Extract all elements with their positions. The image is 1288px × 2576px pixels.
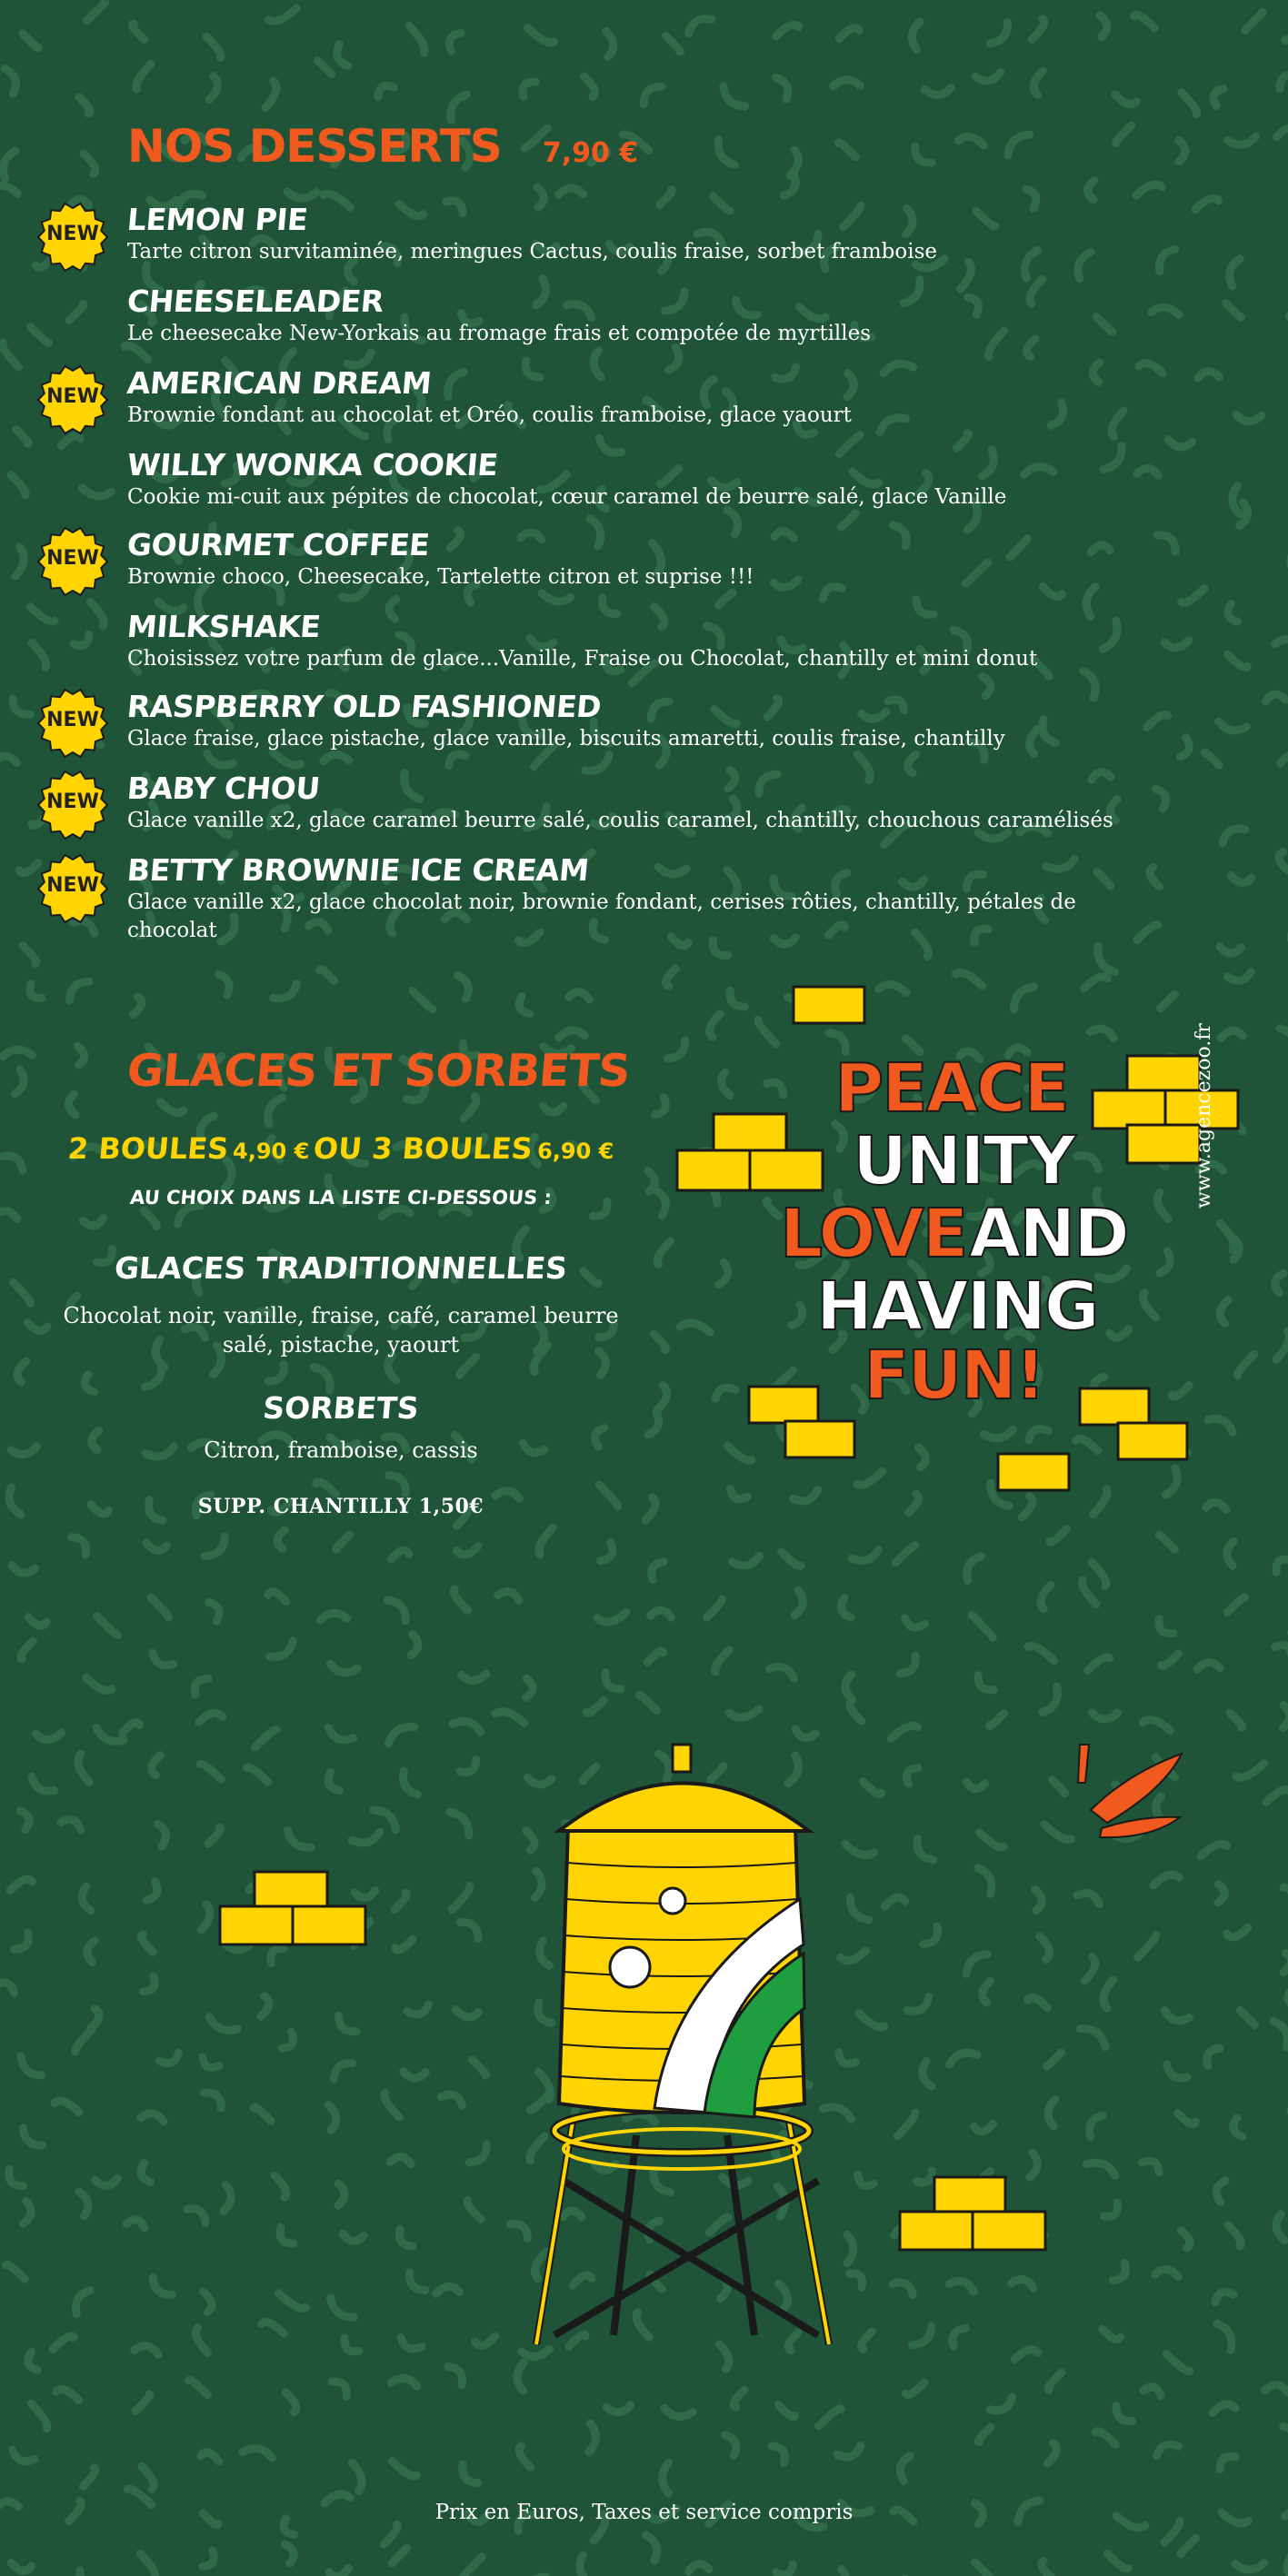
two-scoops-label: 2 BOULES <box>65 1131 230 1166</box>
dessert-description: Le cheesecake New-Yorkais au fromage frais et compotée de myrtilles <box>127 322 872 345</box>
dessert-item <box>127 852 1218 945</box>
dessert-name: WILLY WONKA COOKIE <box>125 447 500 482</box>
slogan-unity: UNITY <box>853 1122 1074 1200</box>
dessert-name: GOURMET COFFEE <box>125 527 431 562</box>
new-badge-icon <box>36 769 109 841</box>
dessert-description: Choisissez votre parfum de glace...Vanille, Fraise ou Chocolat, chantilly et mini donut <box>127 647 1038 671</box>
two-scoops-price: 4,90 € <box>233 1139 310 1164</box>
desserts-header <box>127 120 764 178</box>
dessert-item <box>127 527 1218 592</box>
sorbets-title: SORBETS <box>261 1390 421 1426</box>
new-badge-icon <box>36 687 109 760</box>
desserts-title: NOS DESSERTS <box>127 120 502 173</box>
slogan-fun: FUN! <box>864 1337 1044 1415</box>
dessert-item <box>127 202 1218 266</box>
three-scoops-price: 6,90 € <box>537 1139 614 1164</box>
dessert-name: BABY CHOU <box>125 771 322 806</box>
new-badge-icon <box>36 852 109 925</box>
new-badge-label: NEW <box>46 791 99 813</box>
slogan-illustration <box>673 972 1254 1517</box>
sorbets-description: Citron, framboise, cassis <box>204 1437 478 1463</box>
dessert-name: BETTY BROWNIE ICE CREAM <box>125 852 591 888</box>
slogan-love: LOVE <box>780 1195 967 1273</box>
dessert-description: Brownie fondant au chocolat et Oréo, coulis framboise, glace yaourt <box>127 403 852 427</box>
dessert-description: Brownie choco, Cheesecake, Tartelette citron et suprise !!! <box>127 565 754 589</box>
water-tower-icon <box>182 1708 1227 2372</box>
new-badge-label: NEW <box>46 385 99 408</box>
dessert-item <box>127 283 1218 348</box>
new-badge-icon <box>36 201 109 274</box>
dessert-description: Glace vanille x2, glace caramel beurre salé, coulis caramel, chantilly, chouchous caramélisés <box>127 809 1113 832</box>
traditional-title: GLACES TRADITIONNELLES <box>113 1250 569 1286</box>
dessert-description: Cookie mi-cuit aux pépites de chocolat, cœur caramel de beurre salé, glace Vanille <box>127 485 1007 509</box>
dessert-name: AMERICAN DREAM <box>125 365 433 401</box>
slogan-peace: PEACE <box>834 1049 1068 1128</box>
dessert-item <box>127 689 1218 753</box>
three-scoops-label: OU 3 BOULES <box>312 1131 534 1166</box>
dessert-item <box>127 447 1218 512</box>
traditional-description: Chocolat noir, vanille, fraise, café, caramel beurre salé, pistache, yaourt <box>63 1303 619 1358</box>
slogan-having: HAVING <box>816 1268 1098 1346</box>
new-badge-label: NEW <box>46 709 99 731</box>
new-badge-icon <box>36 363 109 436</box>
new-badge-icon <box>36 525 109 598</box>
dessert-name: RASPBERRY OLD FASHIONED <box>125 689 603 724</box>
chantilly-supplement: SUPP. CHANTILLY 1,50€ <box>197 1495 484 1518</box>
footer-note: Prix en Euros, Taxes et service compris <box>434 2501 854 2524</box>
slogan-and: AND <box>969 1195 1128 1273</box>
dessert-name: LEMON PIE <box>125 202 309 237</box>
agency-credit: www.agencezoo.fr <box>1193 1023 1215 1208</box>
dessert-description: Tarte citron survitaminée, meringues Cactus, coulis fraise, sorbet framboise <box>127 240 938 264</box>
choice-text: AU CHOIX DANS LA LISTE CI-DESSOUS : <box>129 1187 553 1208</box>
dessert-description: Glace vanille x2, glace chocolat noir, brownie fondant, cerises rôties, chantilly, pétales de chocolat <box>127 890 1076 942</box>
dessert-name: MILKSHAKE <box>125 609 323 644</box>
dessert-item <box>127 771 1218 835</box>
new-badge-label: NEW <box>46 874 99 897</box>
dessert-item <box>127 365 1218 430</box>
glaces-title: GLACES ET SORBETS <box>125 1045 632 1097</box>
dessert-item <box>127 609 1218 673</box>
dessert-description: Glace fraise, glace pistache, glace vanille, biscuits amaretti, coulis fraise, chantilly <box>127 727 1005 751</box>
new-badge-label: NEW <box>46 223 99 245</box>
dessert-name: CHEESELEADER <box>125 283 385 319</box>
new-badge-label: NEW <box>46 547 99 570</box>
desserts-price: 7,90 € <box>542 137 639 169</box>
scoops-pricing <box>55 1131 627 1166</box>
